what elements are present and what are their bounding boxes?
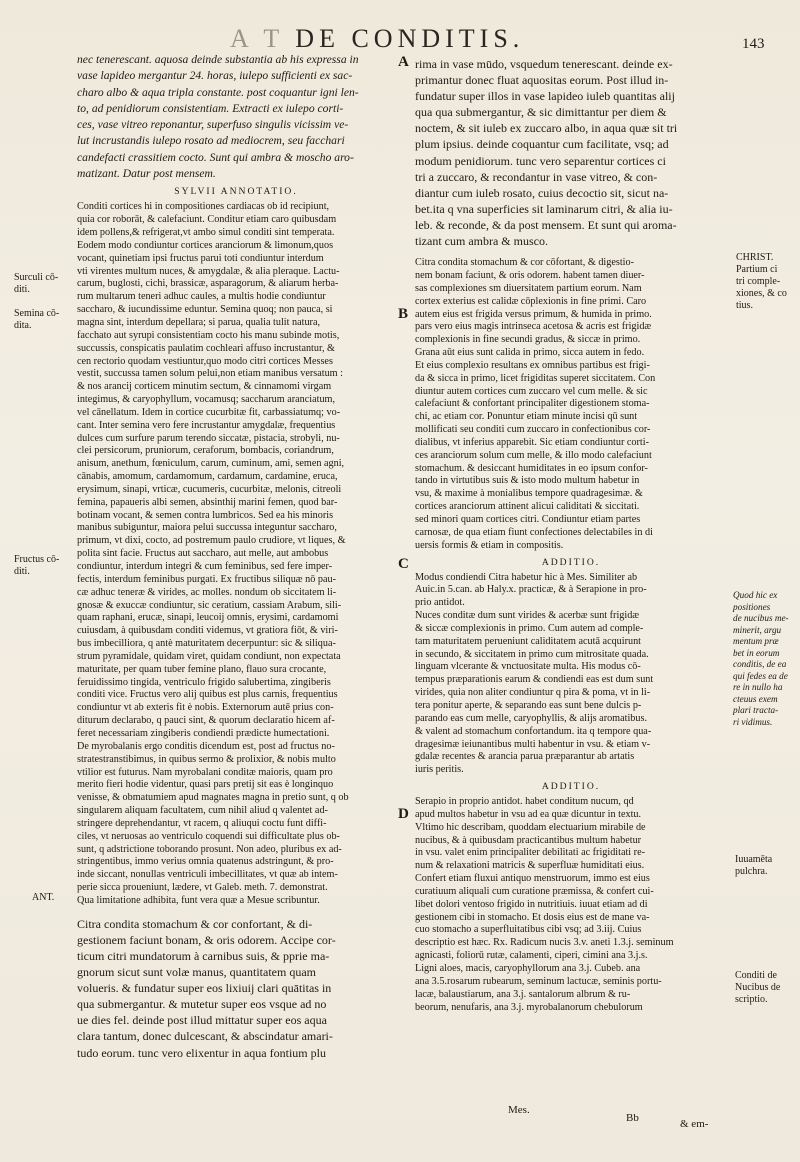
- text-line: mollificati seu conditi cum zuccaro in confectionibus cor-: [415, 424, 651, 436]
- section-letter-a: A: [398, 54, 409, 70]
- margin-line: Surculi cō-: [14, 272, 59, 283]
- text-line: & nos arancij corticem minutim sectum, & cinnamomi virgam: [77, 381, 332, 393]
- text-line: pars vero eius magis intrinseca acetosa & acris est frigidæ: [415, 321, 652, 333]
- margin-line: ri vidimus.: [733, 716, 773, 727]
- text-line: manibus subiguntur, maiora pelui succussa integuntur saccharo,: [77, 522, 337, 534]
- text-line: diuntur autem cortices cum zuccaro vel cum melle. & sic: [415, 385, 648, 397]
- text-line: Citra condita stomachum & cor cōfortant, & digestio-: [415, 257, 634, 269]
- text-line: in secundo, & siccitatem in primo cum mitrositate quada.: [415, 648, 649, 660]
- text-line: saccharo, & iucundissime eduntur. Semina quoq; non pauca, si: [77, 304, 333, 316]
- text-line: tudo eorum. tunc vero elixentur in aqua fontium plu: [77, 1045, 326, 1060]
- text-line: femina, papaueris albi semen, absinthij marini femen, quod bar-: [77, 496, 338, 508]
- text-line: maturitate, per quam tuber femine plano, flauo sura crocante,: [77, 663, 327, 675]
- annotatio-text: [77, 201, 395, 907]
- margin-line: cteuus exem: [733, 693, 778, 704]
- margin-line: xiones, & co: [736, 288, 787, 299]
- left-bottom-text: [77, 916, 395, 1061]
- text-line: chi, ac etiam cor. Ponuntur etiam minute incisi qū sunt: [415, 411, 638, 423]
- text-line: candefacti crassitiem cocto. Sunt qui ambra & moscho aro-: [77, 150, 354, 164]
- text-line: vsu, & maxime à monialibus tempore quadragesimæ. &: [415, 488, 643, 500]
- text-line: condiuntur, interdum integri & cum feminibus, sed fere imper-: [77, 561, 333, 572]
- margin-line: re in nullo ha: [733, 682, 783, 692]
- text-line: strum pyramidale, quidam viret, quidam condiunt, non expectata: [77, 650, 341, 662]
- margin-line: CHRIST.: [736, 252, 774, 263]
- text-line: vase lapideo mergantur 24. horas, iulepo sufficienti ex sac-: [77, 69, 353, 83]
- text-line: qua qua submergantur, & sic dimittantur per diem &: [415, 105, 667, 120]
- text-line: integimus, & caryophyllum, vocamusq; saccharum aranciatum,: [77, 394, 336, 406]
- additio-text-2: [415, 796, 727, 1014]
- text-line: cuo stomacho a superfluitatibus cibi vsq; ad 3.iij. Cuius: [415, 924, 642, 936]
- text-line: iuris peritis.: [415, 764, 464, 776]
- text-line: parando eas cum melle, caryophyllis, & alijs aromatibus.: [415, 712, 647, 724]
- text-line: Modus condiendi Citra habetur hic à Mes. Similiter ab: [415, 571, 638, 583]
- text-line: clei persicorum, pruniorum, ceraforum, bombacis, coriandrum,: [77, 445, 334, 457]
- margin-note-conditi: [735, 970, 780, 1006]
- text-line: bet.ita q vna superficies sit laminarum citri, & alia iu-: [415, 201, 673, 216]
- text-line: nec tenerescant. aquosa deinde substantia ab his expressa in: [77, 53, 359, 66]
- text-line: ciles, vt neruosas ao ventriculo coquendi sui difficultate plus ob-: [77, 830, 340, 842]
- margin-line: Conditi de: [735, 970, 777, 981]
- text-line: nem bonam faciunt, & oris odorem. habent tamen diuer-: [415, 269, 645, 281]
- text-line: primum, vt dixi, cocto, ad postremum paulo crudiore, vt liques, &: [77, 535, 346, 547]
- text-line: Conditi cortices hi in compositiones cardiacas ob id recipiunt,: [77, 201, 330, 213]
- text-line: in vsu. valet enim principaliter debilitati ac frigiditati re-: [415, 847, 645, 859]
- text-line: libet dolori ventoso frigido in nutritiuis. iuuat etiam ad di: [415, 898, 648, 910]
- text-line: merito fieri hodie videntur, quasi pars pretij sit eas è longinquo: [77, 779, 334, 791]
- text-line: condiuntur vt ab exteris fit è nobis. Externorum autē prius con-: [77, 702, 334, 714]
- text-line: stringere deprehendantur, vt racem, q aliuqui coctu funt diffi-: [77, 817, 327, 829]
- text-line: anisum, anethum, fœniculum, carum, cuminum, ami, semen agni,: [77, 458, 345, 470]
- margin-line: dita.: [14, 320, 32, 331]
- text-line: leb. & reconde, & da post mensem. Et sunt qui aroma-: [415, 217, 677, 232]
- catchword-next: & em-: [680, 1118, 709, 1130]
- text-line: botinam vocant, & semen contra lumbricos. Sed ea his minoris: [77, 509, 334, 521]
- text-line: tando in virtutibus suis & isto modo multum habetur in: [415, 475, 640, 487]
- margin-line: scriptio.: [735, 994, 768, 1005]
- text-line: cen rectorio quodam vestiuntur,quo modo citri cortices Messes: [77, 355, 333, 367]
- margin-note-iuuamenta: [735, 854, 772, 878]
- margin-note-christ: [736, 252, 787, 312]
- margin-line: diti.: [14, 284, 30, 295]
- text-line: gnorum sicut sunt volæ manus, quantitatem quam: [77, 965, 316, 980]
- text-line: charo albo & aqua tripla constante. post coquantur igni len-: [77, 85, 359, 99]
- text-line: succussis, conspicatis paulatim cochleari affuso incrustantur, &: [77, 342, 335, 354]
- additio-text: [415, 572, 727, 778]
- text-line: diturum declarabo, q pauci sint, & quorum declaratio hicem af-: [77, 715, 335, 727]
- text-line: beorum, nenufaris, ana 3.j. myrobalanorum chebulorum: [415, 1001, 643, 1013]
- margin-line: diti.: [14, 566, 30, 577]
- spacer: [77, 908, 395, 916]
- text-line: autem eius est frigida versus primum, & humida in primo.: [415, 308, 652, 320]
- text-line: virides, quia non aliter condiuntur q pira & poma, vt in li-: [415, 687, 651, 699]
- text-line: Qua limitatione adhibita, funt vera quæ a Mesue scribuntur.: [77, 894, 320, 906]
- text-line: dragesimæ ieiunantibus multi habentur in vsu. & etiam v-: [415, 738, 651, 750]
- text-line: inde siccant, nonullas ventriculi imbecillitates, vt quæ ab intem-: [77, 869, 338, 881]
- text-line: calefaciunt & confortant principaliter digestionem stoma-: [415, 398, 650, 410]
- additio-heading: ADDITIO.: [541, 556, 601, 568]
- text-line: carnosæ, de qua etiam fiunt confectiones delectabiles in di: [415, 526, 653, 538]
- text-line: matizant. Datur post mensem.: [77, 167, 216, 181]
- text-line: primantur donec fluat aquositas eorum. Post illud in-: [415, 73, 669, 88]
- text-line: modum penidiorum. tunc vero separentur cortices ci: [415, 153, 666, 168]
- text-line: Citra condita stomachum & cor confortant, & di-: [77, 916, 313, 931]
- text-line: qua submergantur. & mutetur super eos vsque ad no: [77, 997, 327, 1012]
- left-intro: [77, 52, 395, 182]
- section-letter-c: C: [398, 556, 409, 572]
- catchword-signature: Mes.: [508, 1104, 530, 1116]
- right-top-text: [415, 56, 727, 249]
- text-line: apud multos habetur in vsu ad ea quæ dicuntur in textu.: [415, 808, 642, 820]
- text-line: diantur cum iuleb rosato, cuius decoctio sit, sicut na-: [415, 185, 669, 200]
- text-line: gdalæ recentes & arancia parua præparantur ab artatis: [415, 751, 635, 763]
- text-line: sed minori quam cortices citri. Condiuntur etiam partes: [415, 514, 641, 525]
- text-line: gestionem cibi in stomacho. Et dosis eius est de mane va-: [415, 911, 650, 923]
- text-line: feruidissimo tingida, ventriculo frigido salubertima, zingiberis: [77, 676, 331, 688]
- margin-line: conditis, de ea: [733, 659, 787, 669]
- text-line: Auic.in 5.can. ab Haly.x. practicæ, & à Serapione in pro-: [415, 584, 647, 596]
- text-line: quia cor roborāt, & calefaciunt. Conditur etiam caro quibusdam: [77, 214, 337, 226]
- text-line: tempus præparationis earum & condiendi eas est dum sunt: [415, 674, 654, 686]
- text-line: fectis, interdum feminibus purgati. Ex fructibus siliquæ nō pau-: [77, 573, 336, 585]
- text-line: descriptio est hæc. Rx. Radicum nucis 3.v. aneti 1.3.j. seminum: [415, 937, 674, 949]
- text-line: cuiusdam, à quibusdam conditi videmus, vt gratiora fiōt, & viri-: [77, 625, 338, 637]
- text-line: nucibus, & à quibusdam practicantibus multum habetur: [415, 834, 642, 846]
- running-head-title: DE CONDITIS.: [295, 24, 525, 53]
- text-line: vocant, quinetiam ipsi fructus parui toti condiuntur interdum: [77, 252, 324, 264]
- margin-note-quod: [733, 590, 789, 728]
- text-line: dulces cum surfure parum terendo siccatæ, pistacia, strobyli, nu-: [77, 432, 340, 444]
- margin-line: mentum præ: [733, 636, 779, 646]
- margin-line: tius.: [736, 300, 753, 311]
- text-line: cānabis, amomum, cardamomum, cardamum, cardamine, eruca,: [77, 471, 338, 483]
- text-line: sunt, q adstrictione toborando prosunt. Non adeo, pluribus ex ad-: [77, 843, 342, 855]
- text-line: dialibus, vt inferius apparebit. Sic etiam condiuntur corti-: [415, 436, 649, 448]
- margin-line: pulchra.: [735, 866, 768, 877]
- margin-note-surculi: [14, 272, 58, 296]
- text-line: noctem, & sit iuleb ex zuccaro albo, in aqua quæ sit tri: [415, 121, 678, 136]
- text-line: agnicasti, foliorū rutæ, calamenti, ciperi, cimini ana 3.j.s.: [415, 950, 648, 962]
- margin-line: tri comple-: [736, 276, 781, 287]
- text-line: cant. Inter semina vero fere incrustantur amygdalæ, frequentius: [77, 419, 336, 431]
- margin-line: Iuuamēta: [735, 854, 773, 865]
- text-line: cortices aranciorum attinent alicui caliditati & siccitati.: [415, 501, 640, 513]
- text-line: magna sint, interdum depellara; si parua, qualia tulit natura,: [77, 316, 321, 328]
- margin-line: positiones: [733, 601, 771, 612]
- running-head: [230, 24, 524, 54]
- text-line: gnosæ & exuccæ condiuntur, sic ceratium, cassiam Arabum, sili-: [77, 599, 342, 611]
- text-line: Confert etiam fluxui antiquo menstruorum, immo est eius: [415, 873, 650, 885]
- text-line: plum ipsius. deinde coquantur cum facilitate, vsq; ad: [415, 137, 669, 152]
- text-line: carum, buglosti, cichi, brassicæ, asparagorum, & aliarum herba-: [77, 278, 339, 290]
- text-line: num & relaxationi matricis & superfluæ humiditati eius.: [415, 860, 645, 872]
- text-line: Grana aūt eius sunt calida in primo, sicca autem in fedo.: [415, 347, 645, 359]
- text-line: ces, vase vitreo reponantur, superfuso singulis vicissim ve-: [77, 118, 349, 132]
- margin-line: Semina cō-: [14, 308, 60, 319]
- margin-line: plari tracta-: [733, 705, 779, 715]
- text-line: tri a zuccaro, & recondantur in vase vitreo, & con-: [415, 169, 658, 184]
- margin-line: Nucibus de: [735, 982, 781, 993]
- margin-note-semina: [14, 308, 59, 332]
- text-line: conditi vice. Fructus vero alij quibus est plus carnis, frequentius: [77, 689, 338, 701]
- text-line: prio antidot.: [415, 597, 465, 609]
- text-line: stratestranstibimus, in quibus sermo & prolixior, & nobis multo: [77, 753, 336, 765]
- page-number: 143: [742, 36, 765, 52]
- text-line: Nuces conditæ dum sunt virides & acerbæ sunt frigidæ: [415, 610, 640, 622]
- text-line: complexionis in fine secundi gradus, & siccæ in primo.: [415, 334, 641, 346]
- text-line: Eodem modo condiuntur cortices aranciorum & limonum,quos: [77, 239, 334, 251]
- text-line: volueris. & fundatur super eos lixiuij clari quātitas in: [77, 981, 332, 996]
- text-line: feret necessariam zingiberis condiendi prædicte humectationi.: [77, 727, 330, 739]
- text-line: curatiuum aliquali cum curatione præmissa, & confert cui-: [415, 885, 654, 897]
- text-line: gestionem faciunt bonam, & oris odorem. Accipe cor-: [77, 932, 336, 947]
- text-line: ana 3.5.rosarum rubearum, seminum lactucæ, seminis portu-: [415, 975, 662, 987]
- text-line: singularem aliquam facultatem, cum nihil aliud q valentet ad-: [77, 805, 328, 817]
- text-line: tera ponitur aperte, & separando eas sunt bene dulcis p-: [415, 699, 642, 711]
- text-line: vel cānellatum. Idem in cortice cucurbitæ fit, carbassiatumq; vo-: [77, 406, 341, 418]
- text-line: lut incrustandis iulepo rosato ad mediocrem, seu facchari: [77, 134, 345, 148]
- text-line: De myrobalanis ergo conditis dicendum est, post ad fructus no-: [77, 740, 335, 752]
- text-line: erysimum, sinapi, vrticæ, cucumeris, cucurbitæ, melonis, citreoli: [77, 483, 342, 495]
- text-line: perie sicca proueniunt, lædere, vt Galeb. meth. 7. demonstrat.: [77, 882, 328, 894]
- text-line: bus imbecilliora, q antè maturitatem decerpuntur: sic & siliqua-: [77, 638, 336, 650]
- text-line: Et eius complexio resultans ex omnibus partibus est frigi-: [415, 359, 650, 371]
- text-line: cæ adhuc teneræ & virides, ac molles. nondum ob siccitatem li-: [77, 586, 337, 598]
- text-line: to, ad penidiorum consistentiam. Extracti ex iulepo corti-: [77, 101, 344, 115]
- text-line: tizant cum ambra & musco.: [415, 234, 548, 249]
- text-line: vtilior est futurus. Nam myrobalani conditæ maioris, quam pro: [77, 766, 333, 778]
- text-line: stomachum. & desiccant humiditates in eo ipsum confor-: [415, 462, 648, 474]
- annotatio-heading: SYLVII ANNOTATIO.: [174, 186, 298, 198]
- right-mid-text: [415, 257, 727, 552]
- text-line: lacæ, balaustiarum, ana 3.j. santalorum albrum & ru-: [415, 988, 631, 1000]
- text-line: clara tantum, donec dulcescant, & abscindatur amari-: [77, 1029, 333, 1044]
- text-line: stringentibus, immo verius omnia quatenus adstringunt, & pro-: [77, 856, 334, 868]
- text-line: quam raphani, erucæ, sinapi, leucoij omnis, erysimi, cardamomi: [77, 612, 339, 624]
- running-head-faint: A T: [230, 24, 296, 53]
- section-letter-b: B: [398, 306, 409, 322]
- text-line: sas complexiones sm diuersitatem partium eorum. Nam: [415, 282, 642, 294]
- text-line: cortex exterius est calidæ cōplexionis in fine primi. Caro: [415, 295, 647, 307]
- text-line: ticum citri mundatorum à carnibus suis, & pprie ma-: [77, 948, 330, 963]
- text-line: vestit, succussa tamen solum pelui,non etiam manibus versatum :: [77, 368, 343, 380]
- text-line: & siccæ complexionis in primo. Cum autem ad comple-: [415, 622, 644, 634]
- text-line: linguam vlcerante & vnctuositate multa. His modus cō-: [415, 661, 641, 673]
- margin-line: de nucibus me-: [733, 613, 789, 623]
- text-line: uersis formis & etiam in compositis.: [415, 539, 564, 551]
- margin-line: Fructus cō-: [14, 554, 60, 565]
- text-line: polita sint facie. Fructus aut saccharo, aut melle, aut ambobus: [77, 548, 329, 560]
- text-line: & valent ad stomachum confortandum. ita q tempore qua-: [415, 725, 652, 737]
- text-line: Ligni aloes, macis, caryophyllorum ana 3.j. Cubeb. ana: [415, 963, 641, 974]
- left-column: [77, 52, 395, 1142]
- text-line: vti virentes multum nuces, & amygdalæ, & alia pleraque. Lactu-: [77, 265, 340, 277]
- margin-line: Partium ci: [736, 264, 778, 275]
- catchword-gathering: Bb: [626, 1112, 639, 1124]
- additio-heading-2: ADDITIO.: [541, 781, 601, 793]
- section-letter-d: D: [398, 806, 409, 822]
- right-column: [415, 56, 727, 1146]
- text-line: da & sicca in primo, licet frigiditas superet siccitatem. Con: [415, 372, 656, 384]
- text-line: Serapio in proprio antidot. habet conditum nucum, qd: [415, 796, 634, 808]
- spacer: [415, 249, 727, 257]
- margin-line: qui fedes ea de: [733, 670, 788, 681]
- text-line: ue dies fel. deinde post illud mittatur super eos aqua: [77, 1013, 327, 1028]
- margin-line: minerit, argu: [733, 624, 782, 635]
- text-line: idem pollens,& refrigerat,vt ambo simul conditi sint temperata.: [77, 227, 335, 239]
- text-line: tam maturitatem perueniunt caliditatem acutā acquirunt: [415, 635, 642, 647]
- text-line: venisse, & obmatumiem apud magnates magna in pretio sunt, q ob: [77, 792, 349, 804]
- text-line: fundatur super illos in vase lapideo iuleb quantitas alij: [415, 89, 675, 104]
- text-line: Vltimo hic describam, quoddam electuarium mirabile de: [415, 821, 646, 833]
- margin-line: bet in eorum: [733, 647, 780, 658]
- margin-note-ant: ANT.: [32, 892, 55, 903]
- margin-note-fructus: [14, 554, 59, 578]
- text-line: facchato aut syrupi consistentiam cocto his manu subinde motis,: [77, 329, 340, 341]
- text-line: rum multarum teneri adhuc caules, a multis hodie condiuntur: [77, 291, 326, 303]
- margin-line: Quod hic ex: [733, 590, 778, 600]
- text-line: ces aranciorum solum cum melle, & illo modo calefaciunt: [415, 449, 652, 461]
- text-line: rima in vase mūdo, vsquedum tenerescant. deinde ex-: [415, 57, 673, 71]
